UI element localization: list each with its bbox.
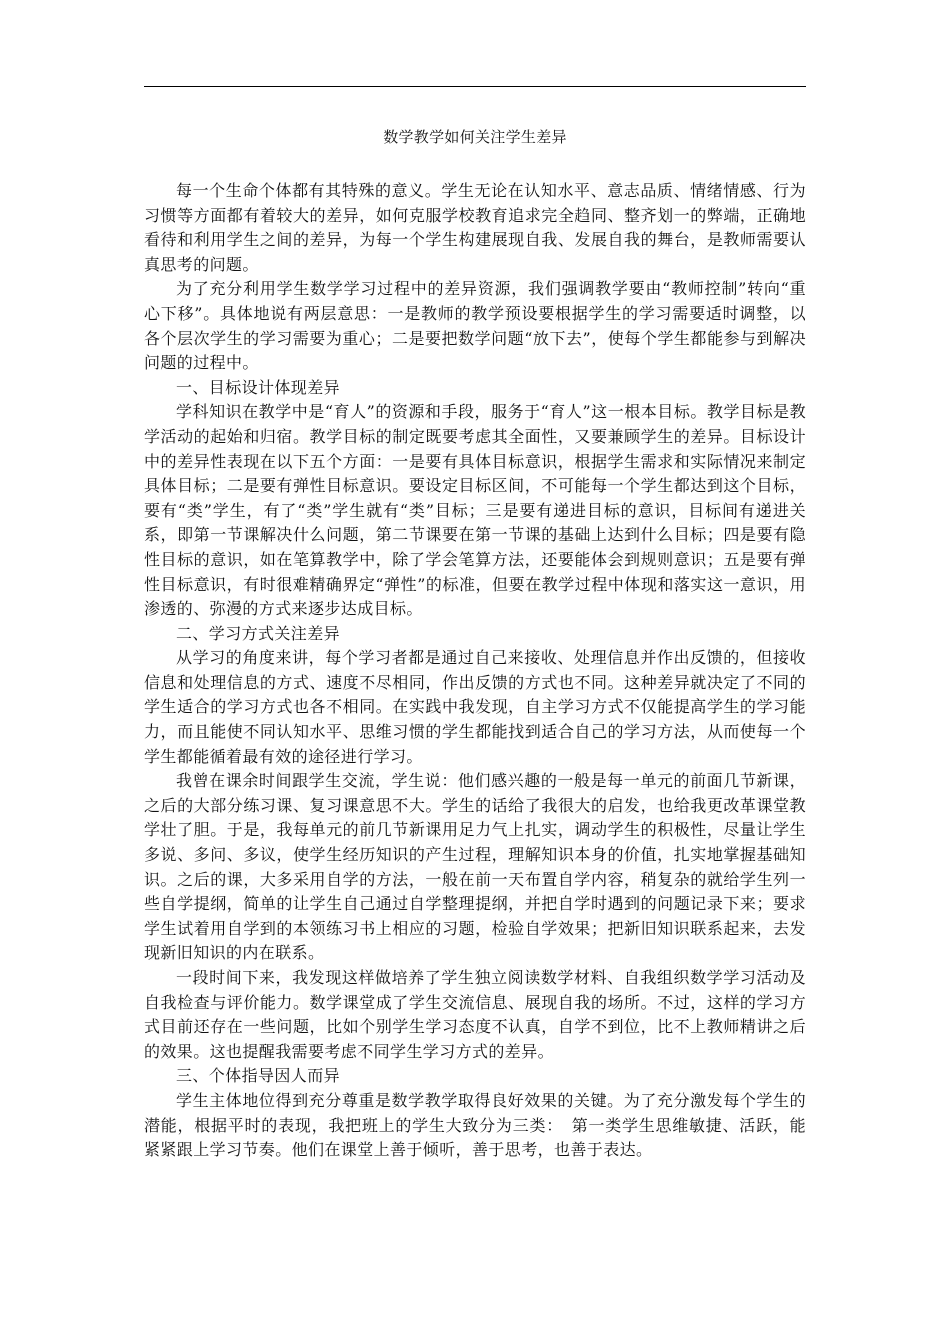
document-body: [144, 179, 806, 1163]
paragraph-intro: 每一个生命个体都有其特殊的意义。学生无论在认知水平、意志品质、情绪情感、行为习惯等方面都有着较大的差异，如何克服学校教育追求完全趋同、整齐划一的弊端，正确地看待和利用学生之间的差异，为每一个学生构建展现自我、发展自我的舞台，是教师需要认真思考的问题。: [144, 181, 806, 274]
paragraph-results: 一段时间下来，我发现这样做培养了学生独立阅读数学材料、自我组织数学学习活动及自我检查与评价能力。数学课堂成了学生交流信息、展现自我的场所。不过，这样的学习方式目前还存在一些问题，比如个别学生学习态度不认真，自学不到位，比不上教师精讲之后的效果。这也提醒我需要考虑不同学生学习方式的差异。: [144, 968, 806, 1061]
header-rule: [144, 86, 806, 87]
document-title: 数学教学如何关注学生差异: [383, 128, 567, 146]
paragraph-guidance: 学生主体地位得到充分尊重是数学教学取得良好效果的关键。为了充分激发每个学生的潜能，根据平时的表现，我把班上的学生大致分为三类： 第一类学生思维敏捷、活跃，能紧紧跟上学习节奏。他们在课堂上善于倾听，善于思考，也善于表达。: [144, 1090, 806, 1160]
section-heading-learning-style: 二、学习方式关注差异: [176, 623, 341, 643]
paragraph-experience: 我曾在课余时间跟学生交流，学生说：他们感兴趣的一般是每一单元的前面几节新课，之后的大部分练习课、复习课意思不大。学生的话给了我很大的启发，也给我更改革课堂教学壮了胆。于是，我每单元的前几节新课用足力气上扎实，调动学生的积极性，尽量让学生多说、多问、多议，使学生经历知识的产生过程，理解知识本身的价值，扎实地掌握基础知识。之后的课，大多采用自学的方法，一般在前一天布置自学内容，稍复杂的就给学生列一些自学提纲，简单的让学生自己通过自学整理提纲，并把自学时遇到的问题记录下来；要求学生试着用自学到的本领练习书上相应的习题，检验自学效果；把新旧知识联系起来，去发现新旧知识的内在联系。: [144, 771, 806, 963]
paragraph-learning-style: 从学习的角度来讲，每个学习者都是通过自己来接收、处理信息并作出反馈的，但接收信息和处理信息的方式、速度不尽相同，作出反馈的方式也不同。这种差异就决定了不同的学生适合的学习方式也各不相同。在实践中我发现，自主学习方式不仅能提高学生的学习能力，而且能使不同认知水平、思维习惯的学生都能找到适合自己的学习方法，从而使每一个学生都能循着最有效的途径进行学习。: [144, 648, 806, 766]
section-heading-guidance: 三、个体指导因人而异: [176, 1066, 341, 1086]
paragraph-goals: 学科知识在教学中是“育人”的资源和手段，服务于“育人”这一根本目标。教学目标是教学活动的起始和归宿。教学目标的制定既要考虑其全面性，又要兼顾学生的差异。目标设计中的差异性表现在以下五个方面：一是要有具体目标意识，根据学生需求和实际情况来制定具体目标；二是要有弹性目标意识。要设定目标区间，不可能每一个学生都达到这个目标，要有“类”学生，有了“类”学生就有“类”目标；三是要有递进目标的意识，目标间有递进关系，即第一节课解决什么问题，第二节课要在第一节课的基础上达到什么目标；四是要有隐性目标的意识，如在笔算教学中，除了学会笔算方法，还要能体会到规则意识；五是要有弹性目标意识，有时很难精确界定“弹性”的标准，但要在教学过程中体现和落实这一意识，用渗透的、弥漫的方式来逐步达成目标。: [144, 402, 806, 619]
paragraph-background: 为了充分利用学生数学学习过程中的差异资源，我们强调教学要由“教师控制”转向“重心下移”。具体地说有两层意思：一是教师的教学预设要根据学生的学习需要适时调整，以各个层次学生的学习需要为重心；二是要把数学问题“放下去”，使每个学生都能参与到解决问题的过程中。: [144, 279, 806, 373]
section-heading-goals: 一、目标设计体现差异: [176, 377, 341, 397]
